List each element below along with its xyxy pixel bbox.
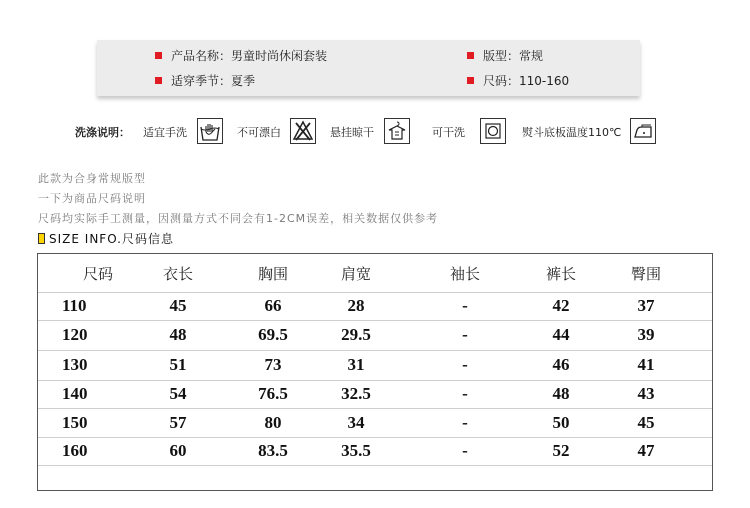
- cell-length: 54: [169, 384, 187, 403]
- header-chest: 胸围: [257, 264, 288, 283]
- header-pants-length: 裤长: [545, 264, 576, 283]
- cell-sleeve: -: [462, 355, 468, 374]
- cell-pants-length: 48: [552, 384, 570, 403]
- cell-pants-length: 52: [552, 441, 570, 460]
- cell-size: 140: [62, 384, 88, 403]
- cell-pants-length: 44: [552, 325, 570, 344]
- red-square-icon: [467, 77, 474, 84]
- cell-pants-length: 50: [552, 412, 570, 432]
- iron-label: 熨斗底板温度110℃: [522, 126, 622, 139]
- red-square-icon: [467, 52, 474, 59]
- cell-sleeve: -: [462, 296, 468, 315]
- cell-length: 57: [169, 412, 187, 432]
- cell-shoulder: 35.5: [341, 441, 371, 460]
- header-shoulder: 肩宽: [340, 264, 371, 283]
- table-row: [38, 437, 712, 466]
- table-row: [38, 380, 712, 409]
- cell-chest: 83.5: [258, 441, 288, 460]
- cell-shoulder: 28: [347, 296, 365, 315]
- cell-sleeve: -: [462, 325, 468, 344]
- cell-size: 160: [62, 441, 88, 460]
- cell-size: 110: [62, 296, 87, 315]
- cell-size: 150: [62, 412, 88, 432]
- hand-wash-icon: [197, 118, 223, 144]
- washing-instructions: [0, 118, 750, 148]
- cell-length: 45: [169, 296, 187, 315]
- product-info-panel: [97, 40, 640, 96]
- cell-hip: 45: [637, 412, 655, 432]
- fit-type: 版型：常规: [467, 49, 543, 63]
- cell-length: 60: [169, 441, 187, 460]
- fit-note: 此款为合身常规版型: [38, 172, 146, 185]
- iron-icon: [630, 118, 656, 144]
- red-square-icon: [155, 77, 162, 84]
- hand-wash-label: 适宜手洗: [143, 126, 187, 139]
- cell-hip: 47: [637, 441, 655, 460]
- table-row: [38, 292, 712, 321]
- dry-clean-icon: [480, 118, 506, 144]
- header-size: 尺码: [82, 264, 113, 283]
- cell-pants-length: 42: [552, 296, 570, 315]
- yellow-marker-icon: [38, 233, 45, 244]
- washing-title: 洗涤说明：: [75, 126, 130, 139]
- size-table: [37, 253, 713, 491]
- size-info-heading: SIZE INFO.尺码信息: [38, 231, 174, 247]
- header-sleeve: 袖长: [449, 264, 480, 283]
- cell-shoulder: 31: [347, 355, 365, 374]
- table-row: [38, 320, 712, 351]
- product-name: 产品名称：男童时尚休闲套装: [155, 49, 327, 63]
- cell-hip: 39: [637, 325, 655, 344]
- cell-shoulder: 29.5: [341, 325, 371, 344]
- cell-sleeve: -: [462, 384, 468, 403]
- header-length: 衣长: [162, 264, 193, 283]
- cell-chest: 66: [264, 296, 282, 315]
- hang-dry-label: 悬挂晾干: [330, 126, 374, 139]
- cell-length: 48: [169, 325, 187, 344]
- table-row: [38, 408, 712, 438]
- cell-hip: 43: [637, 384, 655, 403]
- no-bleach-label: 不可漂白: [237, 126, 281, 139]
- cell-chest: 80: [264, 412, 282, 432]
- cell-hip: 37: [637, 296, 655, 315]
- measurement-note: 尺码均实际手工测量，因测量方式不同会有1-2CM误差，相关数据仅供参考: [38, 212, 439, 225]
- cell-sleeve: -: [462, 412, 468, 432]
- cell-shoulder: 34: [347, 412, 365, 432]
- cell-hip: 41: [637, 355, 655, 374]
- cell-shoulder: 32.5: [341, 384, 371, 403]
- dry-clean-label: 可干洗: [432, 126, 465, 139]
- hang-dry-icon: [384, 118, 410, 144]
- red-square-icon: [155, 52, 162, 59]
- size-range: 尺码：110-160: [467, 74, 569, 88]
- table-row: [38, 350, 712, 381]
- cell-chest: 76.5: [258, 384, 288, 403]
- cell-size: 130: [62, 355, 88, 374]
- cell-length: 51: [169, 355, 187, 374]
- cell-pants-length: 46: [552, 355, 570, 374]
- season: 适穿季节：夏季: [155, 74, 255, 88]
- no-bleach-icon: [290, 118, 316, 144]
- cell-chest: 73: [264, 355, 282, 374]
- cell-sleeve: -: [462, 441, 468, 460]
- header-hip: 臀围: [630, 264, 661, 283]
- cell-chest: 69.5: [258, 325, 288, 344]
- cell-size: 120: [62, 325, 88, 344]
- table-header-row: [38, 254, 712, 293]
- size-note: 一下为商品尺码说明: [38, 192, 146, 205]
